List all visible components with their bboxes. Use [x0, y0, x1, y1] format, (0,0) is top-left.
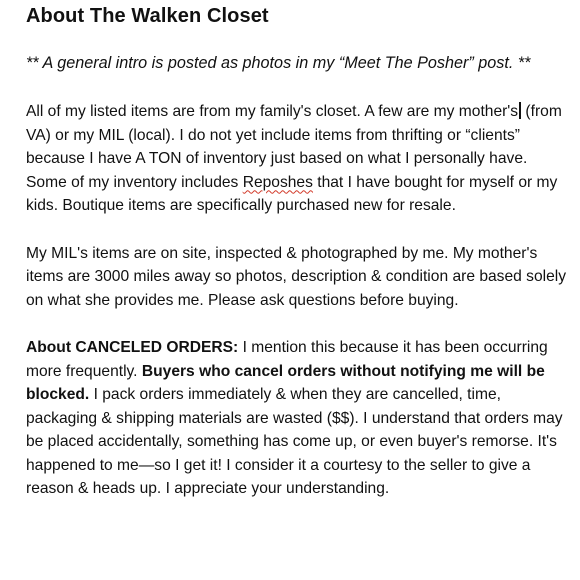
canceled-orders-text-1: I mention this because it has been occurring more frequently. [26, 339, 548, 380]
paragraph-inventory-text-3: that I have bought for myself or my kids. Boutique items are specifically purchased new for resale. [26, 173, 558, 214]
paragraph-inventory-text-1: All of my listed items are from my family's closet. A few are my mother's [26, 103, 519, 120]
intro-note: ** A general intro is posted as photos in my “Meet The Posher” post. ** [26, 54, 531, 72]
paragraph-inventory-text-2: (from VA) or my MIL (local). I do not yet include items from thrifting or “clients” because I have A TON of inventory just based on what I personally have. Some of my inventory includes [26, 103, 562, 191]
canceled-orders-text-2: I pack orders immediately & when they are cancelled, time, packaging & shipping materials are wasted ($$). I understand that orders may be placed accidentally, something has come up, or even buyer's remorse. It's happened to me—so I get it! I consider it a courtesy to the seller to give a reason & heads up. I appreciate your understanding. [26, 386, 563, 497]
canceled-orders-heading: About CANCELED ORDERS: [26, 339, 239, 356]
paragraph-item-sources: My MIL's items are on site, inspected & photographed by me. My mother's items are 3000 miles away so photos, description & condition are based solely on what she provides me. Please ask questions before buying. [26, 244, 567, 309]
misspelled-word[interactable]: Reposhes [242, 173, 313, 191]
paragraph-canceled-orders [26, 336, 568, 501]
document-title: About The Walken Closet [26, 5, 269, 27]
blocking-warning: Buyers who cancel orders without notifying me will be blocked. [26, 362, 545, 403]
paragraph-inventory [26, 100, 568, 218]
